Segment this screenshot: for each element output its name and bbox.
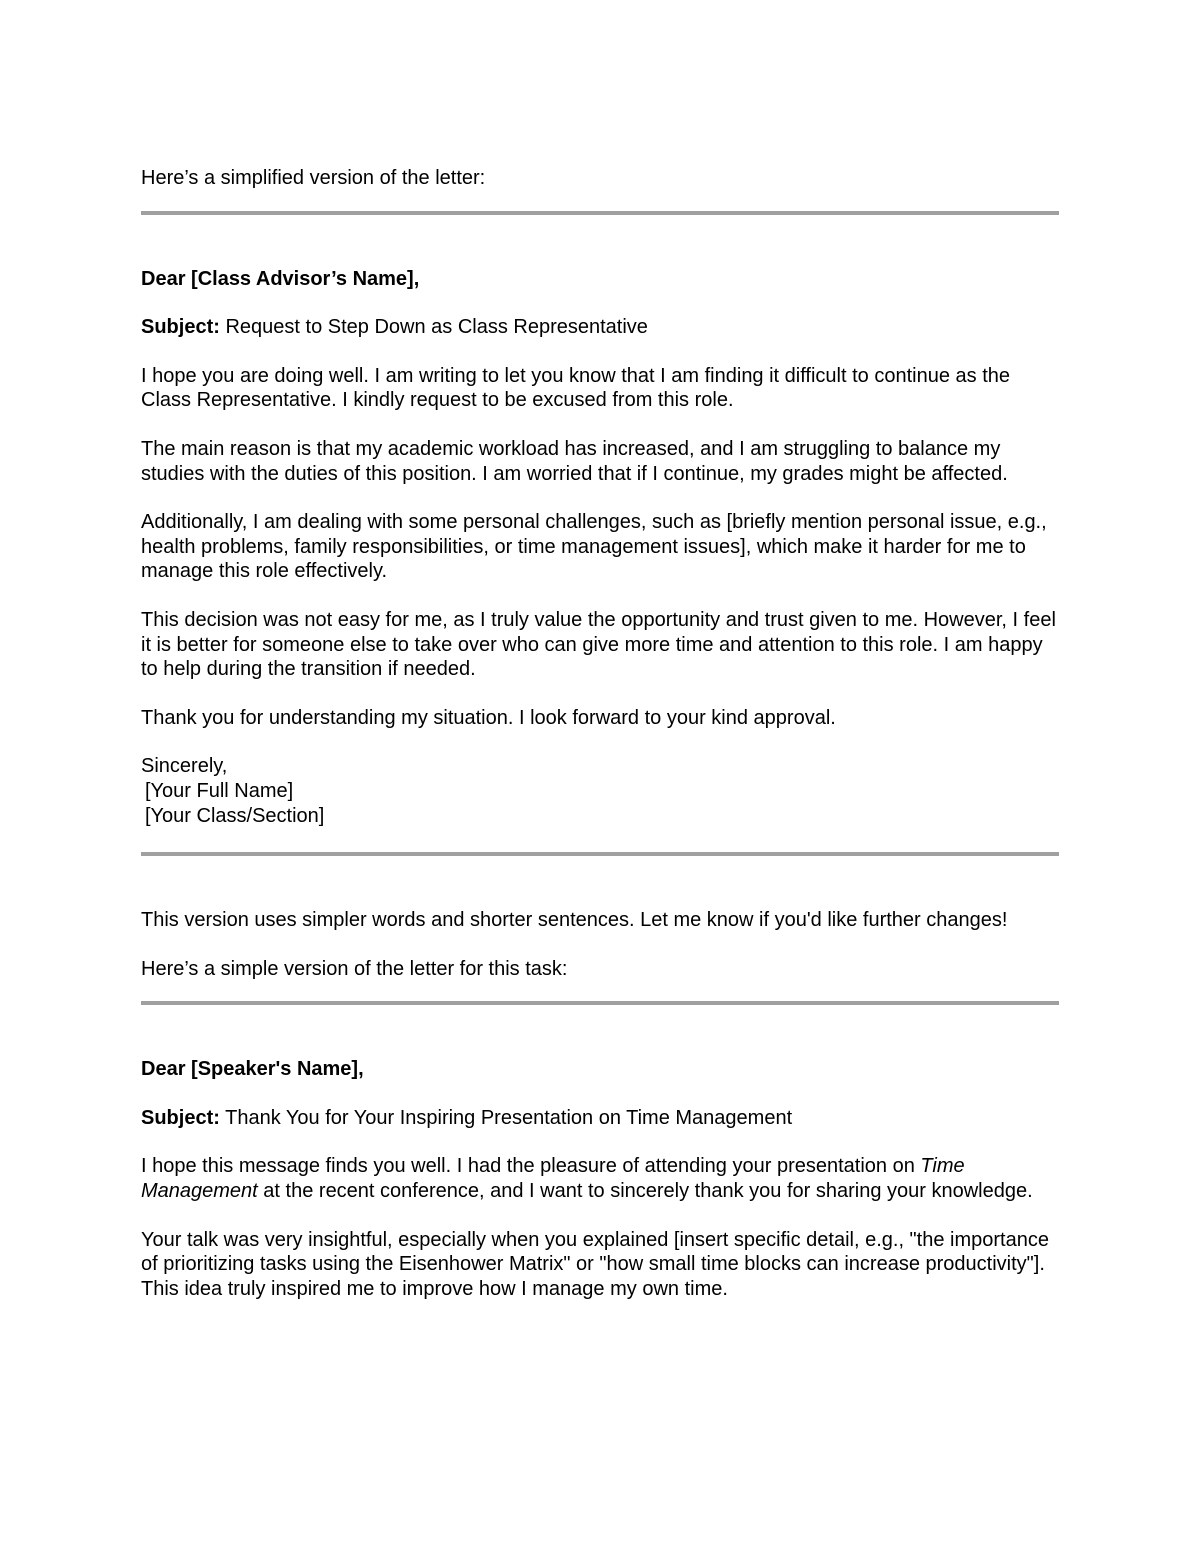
horizontal-rule xyxy=(141,852,1059,856)
letter2-p1-before: I hope this message finds you well. I had the pleasure of attending your presentation on xyxy=(141,1155,921,1178)
letter1-subject xyxy=(141,315,1059,340)
letter-thank-you xyxy=(141,1057,1059,1301)
letter1-paragraph-1: I hope you are doing well. I am writing to let you know that I am finding it difficult to continue as the Class Representative. I kindly request to be excused from this role. xyxy=(141,364,1011,412)
letter1-name-line: [Your Full Name] xyxy=(145,779,294,802)
letter2-subject xyxy=(141,1106,1059,1131)
letter-step-down xyxy=(141,267,1059,829)
letter1-paragraph-3: Additionally, I am dealing with some personal challenges, such as [briefly mention personal issue, e.g., health problems, family responsibilities, or time management issues], which make it harder for me to manage this role effectively. xyxy=(141,511,1047,583)
letter1-subject-text: Request to Step Down as Class Representative xyxy=(219,316,648,339)
horizontal-rule xyxy=(141,1001,1059,1005)
letter2-paragraph-1 xyxy=(141,1154,1059,1203)
letter1-paragraph-2: The main reason is that my academic workload has increased, and I am struggling to balance my studies with the duties of this position. I am worried that if I continue, my grades might be affected. xyxy=(141,437,1008,485)
letter1-closing xyxy=(141,754,1059,828)
letter1-paragraph-4: This decision was not easy for me, as I truly value the opportunity and trust given to me. However, I feel it is better for someone else to take over who can give more time and attention to this role. I am happy to help during the transition if needed. xyxy=(141,608,1056,681)
letter2-subject-label: Subject: xyxy=(141,1106,220,1129)
horizontal-rule xyxy=(141,211,1059,215)
letter1-class-line: [Your Class/Section] xyxy=(145,804,325,827)
document-page xyxy=(141,166,1059,1325)
letter1-subject-label: Subject: xyxy=(141,316,220,339)
intro-first: Here’s a simplified version of the letter: xyxy=(141,167,486,189)
letter1-paragraph-5: Thank you for understanding my situation. I look forward to your kind approval. xyxy=(141,706,836,729)
letter2-p1-italic: Time Management xyxy=(141,1155,965,1203)
letter2-p1-after: at the recent conference, and I want to sincerely thank you for sharing your knowledge. xyxy=(257,1180,1033,1203)
letter2-subject-text: Thank You for Your Inspiring Presentation on Time Management xyxy=(219,1106,793,1129)
letter1-greeting: Dear [Class Advisor’s Name], xyxy=(141,267,420,290)
followup-note: This version uses simpler words and shorter sentences. Let me know if you'd like further changes! xyxy=(141,909,1008,932)
letter1-signoff: Sincerely, xyxy=(141,755,228,778)
letter2-paragraph-2: Your talk was very insightful, especially when you explained [insert specific detail, e.g., "the importance of prioritizing tasks using the Eisenhower Matrix" or "how small time blocks can increase productivity"]. This idea truly inspired me to improve how I manage my own time. xyxy=(141,1228,1049,1300)
letter2-greeting: Dear [Speaker's Name], xyxy=(141,1058,364,1081)
intro-second: Here’s a simple version of the letter for this task: xyxy=(141,957,568,980)
